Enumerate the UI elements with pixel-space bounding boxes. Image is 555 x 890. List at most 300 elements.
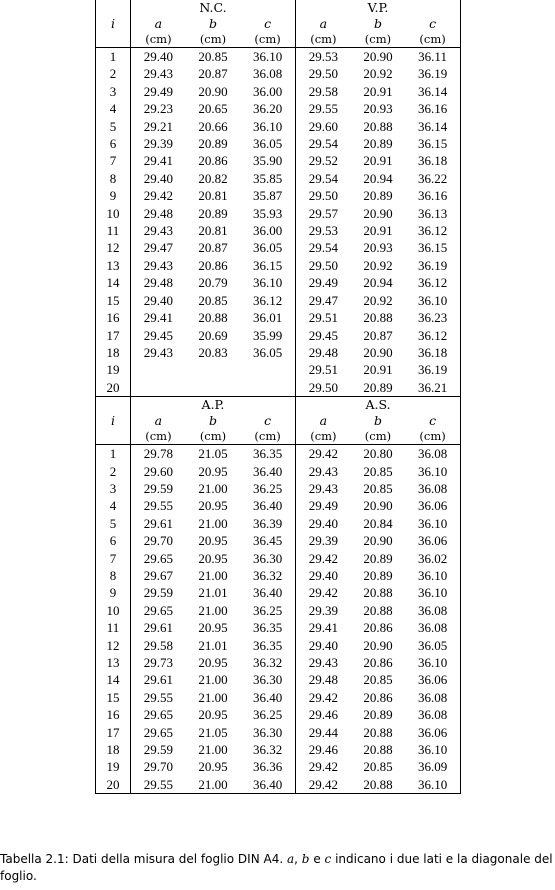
table-cell: 20.85 (363, 759, 393, 775)
table-cell: 36.16 (417, 188, 448, 204)
table-cell: 20.85 (363, 480, 393, 496)
unit-header: (cm) (199, 32, 227, 46)
table-cell: 20.88 (363, 724, 393, 740)
table-row (96, 379, 461, 397)
table-cell: 36.06 (417, 533, 448, 549)
table-cell: 20.95 (198, 498, 228, 514)
table-row (96, 222, 461, 239)
table-cell: 36.10 (240, 274, 295, 291)
table-cell: 20.87 (198, 66, 228, 82)
table-cell: 29.42 (308, 585, 338, 601)
row-index: 9 (96, 187, 131, 204)
row-index: 8 (96, 567, 131, 584)
table-cell: 36.10 (240, 48, 295, 66)
row-index: 3 (96, 83, 131, 100)
table-cell: 20.95 (198, 655, 228, 670)
table-cell: 20.93 (363, 101, 393, 117)
table-cell: 36.19 (417, 257, 448, 273)
group-title-right: A.S. (295, 397, 460, 413)
table-cell: 36.40 (240, 463, 295, 480)
table-cell: 29.50 (308, 66, 338, 82)
table-cell: 29.67 (143, 567, 174, 583)
variable-header: b (373, 413, 382, 429)
variable-header: a (319, 16, 328, 31)
table-cell: 20.88 (363, 310, 393, 326)
caption-text-1: Dati della misura del foglio DIN A4. (72, 852, 284, 866)
table-cell: 20.86 (363, 620, 393, 636)
unit-header: (cm) (419, 32, 446, 46)
table-cell: 29.42 (295, 445, 350, 463)
table-cell: 21.05 (186, 445, 240, 463)
table-cell: 35.93 (240, 205, 295, 222)
table-cell: 20.91 (363, 83, 393, 99)
table-cell: 21.00 (198, 515, 228, 531)
table-row (96, 274, 461, 291)
table-cell: 29.54 (308, 240, 338, 256)
caption-text-2: indicano i due lati e la diagonale del foglio. (0, 852, 553, 883)
row-index: 7 (96, 550, 131, 567)
table-cell: 29.40 (308, 637, 338, 653)
table-cell: 36.08 (240, 65, 295, 82)
row-index: 11 (96, 619, 131, 636)
table-cell: 20.92 (363, 257, 393, 273)
table-cell (240, 379, 295, 397)
table-cell: 36.22 (417, 170, 448, 186)
table-cell: 20.95 (198, 707, 228, 723)
row-index: 20 (96, 379, 131, 397)
table-cell: 36.21 (417, 379, 448, 395)
row-index: 3 (96, 480, 131, 497)
table-cell: 36.00 (240, 83, 295, 100)
table-cell: 20.87 (198, 240, 228, 256)
table-cell: 20.88 (363, 585, 393, 601)
table-cell: 20.89 (198, 205, 228, 221)
unit-header-spacer (96, 32, 131, 48)
row-index: 20 (96, 776, 131, 794)
row-index: 10 (96, 205, 131, 222)
table-cell: 36.10 (417, 585, 448, 601)
table-cell: 36.19 (417, 362, 448, 378)
table-cell: 29.54 (308, 136, 338, 152)
table-cell: 29.42 (308, 759, 338, 775)
table-cell: 20.69 (198, 327, 228, 343)
table-cell: 29.55 (308, 101, 338, 117)
table-cell: 29.47 (308, 292, 338, 308)
row-index: 18 (96, 741, 131, 758)
table-row (96, 445, 461, 463)
caption-sep-2: e (313, 852, 321, 866)
table-cell: 36.09 (417, 759, 448, 775)
table-cell: 29.44 (308, 724, 338, 740)
table-cell: 36.00 (240, 222, 295, 239)
caption-var-b: b (301, 852, 310, 866)
table-row (96, 550, 461, 567)
row-index: 17 (96, 327, 131, 344)
row-index: 14 (96, 274, 131, 291)
table-cell: 29.73 (143, 655, 174, 670)
table-cell: 29.53 (295, 48, 350, 66)
table-row (96, 327, 461, 344)
table-cell: 29.51 (308, 310, 338, 326)
table-row (96, 187, 461, 204)
table-row (96, 758, 461, 775)
table-cell: 36.12 (417, 327, 448, 343)
table-cell: 29.41 (143, 153, 174, 169)
index-header: i (96, 412, 131, 429)
table-cell: 35.99 (240, 327, 295, 344)
row-index: 2 (96, 65, 131, 82)
row-index: 9 (96, 584, 131, 601)
table-cell: 29.78 (131, 445, 186, 463)
table-cell: 36.18 (417, 153, 448, 169)
table-cell: 20.90 (363, 205, 393, 221)
table-cell (131, 379, 186, 397)
table-cell: 20.90 (363, 533, 393, 549)
row-index: 1 (96, 445, 131, 463)
table-cell: 20.89 (363, 550, 393, 566)
table-row (96, 152, 461, 169)
table-cell: 20.92 (363, 66, 393, 82)
table-cell: 36.30 (240, 671, 295, 688)
unit-header: (cm) (145, 32, 172, 46)
table-cell: 36.35 (240, 619, 295, 636)
table-cell: 20.79 (198, 275, 228, 291)
table-cell: 29.43 (308, 463, 338, 479)
table-cell: 36.36 (240, 758, 295, 775)
table-cell: 36.01 (240, 309, 295, 326)
table-cell: 29.42 (308, 689, 338, 705)
table-row (96, 309, 461, 326)
unit-header: (cm) (310, 429, 337, 444)
unit-header: (cm) (240, 32, 295, 48)
group-title-left: A.P. (131, 397, 296, 413)
table-row (96, 637, 461, 654)
table-row (96, 100, 461, 117)
table-cell: 35.90 (240, 152, 295, 169)
table-cell: 20.83 (198, 344, 228, 360)
table-cell: 20.88 (363, 602, 393, 618)
table-cell: 36.14 (417, 118, 448, 134)
table-row (96, 654, 461, 671)
table-cell: 36.45 (240, 532, 295, 549)
table-cell: 20.86 (198, 153, 228, 169)
table-cell: 29.51 (308, 362, 338, 378)
caption-sep-1: , (294, 852, 298, 866)
table-cell: 29.54 (308, 170, 338, 186)
group-title-row (96, 0, 461, 15)
table-cell: 29.21 (143, 118, 174, 134)
group-title-row (96, 397, 461, 413)
table-cell: 29.42 (308, 550, 338, 566)
row-index: 6 (96, 532, 131, 549)
row-index: 13 (96, 257, 131, 274)
table-cell: 29.55 (143, 689, 174, 705)
variable-header: b (373, 16, 382, 31)
table-cell: 29.48 (308, 672, 338, 688)
variable-header: b (208, 16, 217, 31)
table-cell: 21.00 (198, 672, 228, 688)
table-cell: 36.12 (417, 223, 448, 239)
table-cell: 29.40 (143, 292, 174, 308)
row-index: 19 (96, 361, 131, 378)
table-cell: 36.23 (417, 310, 448, 326)
unit-header: (cm) (199, 429, 227, 444)
table-cell: 29.41 (143, 310, 174, 326)
table-cell: 36.06 (417, 672, 448, 688)
table-cell: 20.86 (363, 689, 393, 705)
table-cell: 36.32 (240, 741, 295, 758)
table-cell: 29.58 (143, 637, 174, 653)
unit-header: (cm) (240, 429, 295, 445)
table-cell: 20.85 (186, 48, 240, 66)
table-cell: 20.91 (363, 223, 393, 239)
table-cell: 36.05 (240, 239, 295, 256)
row-index: 11 (96, 222, 131, 239)
table-cell: 21.05 (198, 724, 228, 740)
caption-var-a: a (286, 852, 295, 866)
table-cell: 29.40 (308, 515, 338, 531)
table-cell: 29.42 (308, 776, 338, 792)
table-row (96, 48, 461, 66)
row-index: 2 (96, 463, 131, 480)
table-cell: 36.10 (417, 292, 448, 308)
table-cell: 36.10 (417, 742, 448, 758)
table-cell: 36.20 (240, 100, 295, 117)
table-cell: 36.10 (240, 118, 295, 135)
table-cell: 36.06 (417, 498, 448, 514)
table-cell: 20.95 (198, 550, 228, 566)
table-cell: 36.12 (240, 292, 295, 309)
table-cell: 29.43 (143, 223, 174, 239)
table-row (96, 584, 461, 601)
table-cell: 21.00 (198, 602, 228, 618)
table-cell: 20.81 (198, 223, 228, 239)
table-cell: 20.88 (363, 776, 393, 792)
table-cell: 36.02 (417, 550, 448, 566)
table-cell: 29.45 (308, 327, 338, 343)
table-cell: 36.32 (240, 654, 295, 671)
row-index: 7 (96, 152, 131, 169)
table-cell: 29.60 (308, 118, 338, 134)
table-cell: 20.85 (363, 463, 393, 479)
table-cell: 36.39 (240, 515, 295, 532)
table-row (96, 532, 461, 549)
table-cell: 20.82 (198, 170, 228, 186)
variable-header: c (429, 413, 437, 429)
variable-header: a (154, 16, 163, 31)
table-cell: 29.49 (143, 83, 174, 99)
row-index: 12 (96, 637, 131, 654)
table-cell: 21.01 (198, 637, 228, 653)
table-cell: 29.46 (308, 742, 338, 758)
table-cell: 20.94 (363, 170, 393, 186)
table-cell: 20.95 (198, 759, 228, 775)
table-cell: 20.81 (198, 188, 228, 204)
table-caption (0, 851, 555, 885)
table-cell: 20.86 (198, 257, 228, 273)
table-cell: 36.12 (417, 275, 448, 291)
table-cell: 29.39 (308, 533, 338, 549)
table-cell: 20.86 (363, 655, 393, 670)
table-row (96, 83, 461, 100)
table-cell: 36.10 (417, 776, 448, 792)
table-cell: 20.88 (198, 310, 228, 326)
table-row (96, 724, 461, 741)
table-cell: 36.15 (417, 136, 448, 152)
table-cell: 20.92 (363, 292, 393, 308)
table-cell: 29.48 (143, 275, 174, 291)
table-cell: 29.43 (143, 344, 174, 360)
table-cell: 20.89 (363, 567, 393, 583)
table-cell: 20.88 (363, 118, 393, 134)
table-row (96, 292, 461, 309)
table-cell: 29.39 (143, 136, 174, 152)
table-cell: 36.19 (417, 66, 448, 82)
table-cell: 29.23 (143, 101, 174, 117)
unit-header: (cm) (145, 429, 172, 444)
table-cell: 29.61 (143, 515, 174, 531)
table-cell: 36.35 (240, 445, 295, 463)
table-cell: 29.40 (131, 48, 186, 66)
unit-header: (cm) (310, 32, 337, 46)
table-row (96, 497, 461, 514)
table-row (96, 135, 461, 152)
row-index: 15 (96, 689, 131, 706)
table-cell: 20.85 (363, 672, 393, 688)
index-header-spacer (96, 397, 131, 413)
row-index: 10 (96, 602, 131, 619)
table-cell: 29.43 (308, 480, 338, 496)
table-cell: 36.08 (417, 707, 448, 723)
row-index: 17 (96, 724, 131, 741)
table-cell: 29.58 (308, 83, 338, 99)
row-index: 13 (96, 654, 131, 671)
table-row (96, 515, 461, 532)
measurement-table-body (96, 0, 461, 794)
table-cell: 35.87 (240, 187, 295, 204)
table-cell: 29.60 (143, 463, 174, 479)
table-cell: 36.05 (417, 637, 448, 653)
table-cell: 29.55 (143, 498, 174, 514)
table-cell: 21.00 (198, 776, 228, 792)
table-cell: 29.70 (143, 533, 174, 549)
table-row (96, 567, 461, 584)
table-cell: 20.90 (363, 498, 393, 514)
table-cell: 20.84 (363, 515, 393, 531)
table-cell: 29.41 (308, 620, 338, 636)
table-cell: 36.10 (417, 515, 448, 531)
table-cell: 20.89 (363, 379, 393, 395)
row-index: 19 (96, 758, 131, 775)
table-cell: 29.49 (308, 275, 338, 291)
table-row (96, 776, 461, 794)
table-cell: 36.15 (417, 240, 448, 256)
table-cell: 36.11 (405, 48, 460, 66)
table-cell: 20.90 (363, 344, 393, 360)
table-cell: 20.66 (198, 118, 228, 134)
table-cell: 21.01 (198, 585, 228, 601)
unit-header: (cm) (419, 429, 446, 444)
table-row (96, 463, 461, 480)
table-cell: 36.18 (417, 344, 448, 360)
table-cell: 36.10 (417, 655, 448, 670)
table-cell: 20.89 (363, 136, 393, 152)
table-cell: 36.08 (405, 445, 460, 463)
table-cell: 29.50 (308, 188, 338, 204)
table-cell: 29.61 (143, 672, 174, 688)
row-index: 14 (96, 671, 131, 688)
row-index: 5 (96, 515, 131, 532)
table-row (96, 619, 461, 636)
table-cell: 29.59 (143, 585, 174, 601)
table-cell: 36.25 (240, 480, 295, 497)
table-cell: 36.16 (417, 101, 448, 117)
variable-header-row (96, 412, 461, 429)
table-row (96, 689, 461, 706)
table-cell (240, 361, 295, 378)
table-cell: 29.65 (143, 550, 174, 566)
table-row (96, 706, 461, 723)
table-cell: 29.40 (143, 170, 174, 186)
table-cell: 29.53 (308, 223, 338, 239)
unit-header: (cm) (364, 429, 392, 444)
table-cell: 21.00 (198, 742, 228, 758)
table-cell: 29.61 (143, 620, 174, 636)
table-cell (186, 379, 240, 397)
table-cell: 36.30 (240, 724, 295, 741)
table-cell: 21.00 (198, 567, 228, 583)
variable-header-row (96, 15, 461, 32)
table-cell: 36.32 (240, 567, 295, 584)
row-index: 4 (96, 497, 131, 514)
table-cell: 29.57 (308, 205, 338, 221)
table-cell: 29.65 (143, 602, 174, 618)
table-cell (131, 361, 186, 378)
unit-header-row (96, 32, 461, 48)
unit-header: (cm) (364, 32, 392, 46)
caption-var-c: c (324, 852, 332, 866)
table-cell: 20.65 (198, 101, 228, 117)
table-cell: 29.39 (308, 602, 338, 618)
table-row (96, 170, 461, 187)
table-cell: 29.70 (143, 759, 174, 775)
row-index: 6 (96, 135, 131, 152)
table-cell: 29.48 (308, 344, 338, 360)
table-cell: 29.43 (308, 655, 338, 670)
table-cell: 20.90 (363, 637, 393, 653)
table-cell: 36.10 (417, 463, 448, 479)
table-cell: 20.87 (363, 327, 393, 343)
table-cell: 20.89 (363, 707, 393, 723)
row-index: 18 (96, 344, 131, 361)
table-cell: 36.25 (240, 602, 295, 619)
variable-header: c (240, 412, 295, 429)
row-index: 16 (96, 706, 131, 723)
table-cell: 36.40 (240, 689, 295, 706)
row-index: 5 (96, 118, 131, 135)
variable-header: b (208, 413, 217, 429)
table-row (96, 118, 461, 135)
table-cell: 29.40 (308, 567, 338, 583)
measurement-table (95, 0, 461, 794)
table-cell: 29.55 (143, 776, 174, 792)
table-cell: 29.49 (308, 498, 338, 514)
variable-header: c (240, 15, 295, 32)
table-cell: 36.08 (417, 689, 448, 705)
table-cell: 36.08 (417, 602, 448, 618)
table-cell: 20.90 (351, 48, 405, 66)
table-cell: 29.48 (143, 205, 174, 221)
